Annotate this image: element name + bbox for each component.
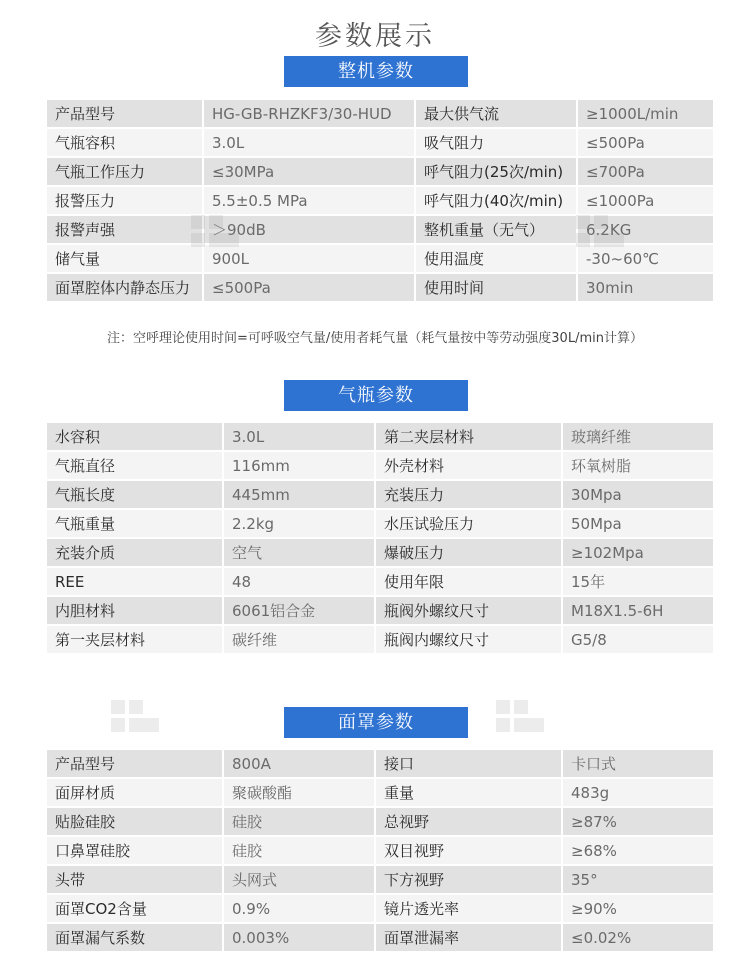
param-label: 最大供气流: [416, 100, 576, 127]
param-label: 瓶阀内螺纹尺寸: [376, 626, 561, 653]
param-value: 50Mpa: [563, 510, 713, 537]
param-value: ≥1000L/min: [578, 100, 713, 127]
table-row: [47, 274, 713, 301]
param-label: 气瓶容积: [47, 129, 202, 156]
param-value: 头网式: [224, 866, 374, 893]
param-value: 15年: [563, 568, 713, 595]
machine-params-table: [45, 98, 715, 303]
param-label: 第一夹层材料: [47, 626, 222, 653]
param-value: 900L: [204, 245, 414, 272]
param-value: ≥90%: [563, 895, 713, 922]
param-value: 硅胶: [224, 837, 374, 864]
table-row: [47, 837, 713, 864]
param-label: 口鼻罩硅胶: [47, 837, 222, 864]
table-row: [47, 129, 713, 156]
watermark-logo: [570, 205, 630, 265]
table-row: [47, 597, 713, 624]
param-label: 第二夹层材料: [376, 423, 561, 450]
table-row: [47, 539, 713, 566]
param-label: 面罩泄漏率: [376, 924, 561, 951]
cylinder-params-table: [45, 421, 715, 655]
param-value: 0.9%: [224, 895, 374, 922]
table-row: [47, 423, 713, 450]
param-value: G5/8: [563, 626, 713, 653]
param-label: 整机重量（无气）: [416, 216, 576, 243]
param-value: 玻璃纤维: [563, 423, 713, 450]
param-label: 产品型号: [47, 100, 202, 127]
table-row: [47, 452, 713, 479]
param-value: 碳纤维: [224, 626, 374, 653]
param-label: 镜片透光率: [376, 895, 561, 922]
param-label: 报警声强: [47, 216, 202, 243]
param-value: ≥102Mpa: [563, 539, 713, 566]
param-label: 面罩CO2含量: [47, 895, 222, 922]
param-label: 产品型号: [47, 750, 222, 777]
param-label: 水压试验压力: [376, 510, 561, 537]
param-value: 30Mpa: [563, 481, 713, 508]
param-value: ≥68%: [563, 837, 713, 864]
table-row: [47, 924, 713, 951]
param-label: 使用年限: [376, 568, 561, 595]
param-value: 0.003%: [224, 924, 374, 951]
param-label: 重量: [376, 779, 561, 806]
param-value: 116mm: [224, 452, 374, 479]
param-label: 气瓶长度: [47, 481, 222, 508]
param-label: REE: [47, 568, 222, 595]
param-label: 呼气阻力(25次/min): [416, 158, 576, 185]
table-row: [47, 750, 713, 777]
table-row: [47, 510, 713, 537]
table-row: [47, 779, 713, 806]
watermark-logo: [185, 205, 245, 265]
param-value: 2.2kg: [224, 510, 374, 537]
param-value: M18X1.5-6H: [563, 597, 713, 624]
table-row: [47, 895, 713, 922]
param-label: 使用温度: [416, 245, 576, 272]
param-label: 总视野: [376, 808, 561, 835]
param-value: 6061铝合金: [224, 597, 374, 624]
param-value: 30min: [578, 274, 713, 301]
param-label: 瓶阀外螺纹尺寸: [376, 597, 561, 624]
param-label: 气瓶直径: [47, 452, 222, 479]
table-row: [47, 808, 713, 835]
param-label: 面屏材质: [47, 779, 222, 806]
usage-time-note: 注：空呼理论使用时间=可呼吸空气量/使用者耗气量（耗气量按中等劳动强度30L/min计算）: [107, 331, 643, 346]
watermark-logo: [105, 690, 165, 750]
param-label: 双目视野: [376, 837, 561, 864]
param-value: ≤0.02%: [563, 924, 713, 951]
section-header-machine: 整机参数: [284, 56, 468, 87]
param-value: ≤30MPa: [204, 158, 414, 185]
table-row: [47, 568, 713, 595]
param-label: 储气量: [47, 245, 202, 272]
param-value: ≤1000Pa: [578, 187, 713, 214]
param-label: 气瓶工作压力: [47, 158, 202, 185]
param-label: 吸气阻力: [416, 129, 576, 156]
param-label: 水容积: [47, 423, 222, 450]
param-label: 外壳材料: [376, 452, 561, 479]
param-label: 内胆材料: [47, 597, 222, 624]
param-value: ≥87%: [563, 808, 713, 835]
param-label: 呼气阻力(40次/min): [416, 187, 576, 214]
param-label: 接口: [376, 750, 561, 777]
section-header-cylinder: 气瓶参数: [284, 380, 468, 411]
param-label: 头带: [47, 866, 222, 893]
param-value: ≤500Pa: [578, 129, 713, 156]
param-value: 48: [224, 568, 374, 595]
table-row: [47, 626, 713, 653]
param-value: ≤700Pa: [578, 158, 713, 185]
section-header-mask: 面罩参数: [284, 707, 468, 738]
param-value: 卡口式: [563, 750, 713, 777]
param-label: 充装压力: [376, 481, 561, 508]
mask-params-table: [45, 748, 715, 953]
param-value: 3.0L: [204, 129, 414, 156]
table-row: [47, 158, 713, 185]
param-label: 贴脸硅胶: [47, 808, 222, 835]
param-label: 气瓶重量: [47, 510, 222, 537]
param-value: 35°: [563, 866, 713, 893]
param-value: 800A: [224, 750, 374, 777]
param-value: HG-GB-RHZKF3/30-HUD: [204, 100, 414, 127]
param-value: 3.0L: [224, 423, 374, 450]
param-label: 面罩漏气系数: [47, 924, 222, 951]
watermark-logo: [490, 690, 550, 750]
param-value: ≤500Pa: [204, 274, 414, 301]
param-label: 使用时间: [416, 274, 576, 301]
param-value: 6.2KG: [578, 216, 713, 243]
param-value: ＞90dB: [204, 216, 414, 243]
table-row: [47, 866, 713, 893]
param-label: 面罩腔体内静态压力: [47, 274, 202, 301]
param-label: 爆破压力: [376, 539, 561, 566]
param-value: 空气: [224, 539, 374, 566]
table-row: [47, 100, 713, 127]
param-value: 5.5±0.5 MPa: [204, 187, 414, 214]
param-value: 445mm: [224, 481, 374, 508]
param-label: 下方视野: [376, 866, 561, 893]
param-value: 硅胶: [224, 808, 374, 835]
page-title: 参数展示: [315, 21, 435, 52]
table-row: [47, 481, 713, 508]
param-value: 483g: [563, 779, 713, 806]
param-value: -30~60℃: [578, 245, 713, 272]
param-value: 聚碳酸酯: [224, 779, 374, 806]
param-label: 报警压力: [47, 187, 202, 214]
param-label: 充装介质: [47, 539, 222, 566]
param-value: 环氧树脂: [563, 452, 713, 479]
